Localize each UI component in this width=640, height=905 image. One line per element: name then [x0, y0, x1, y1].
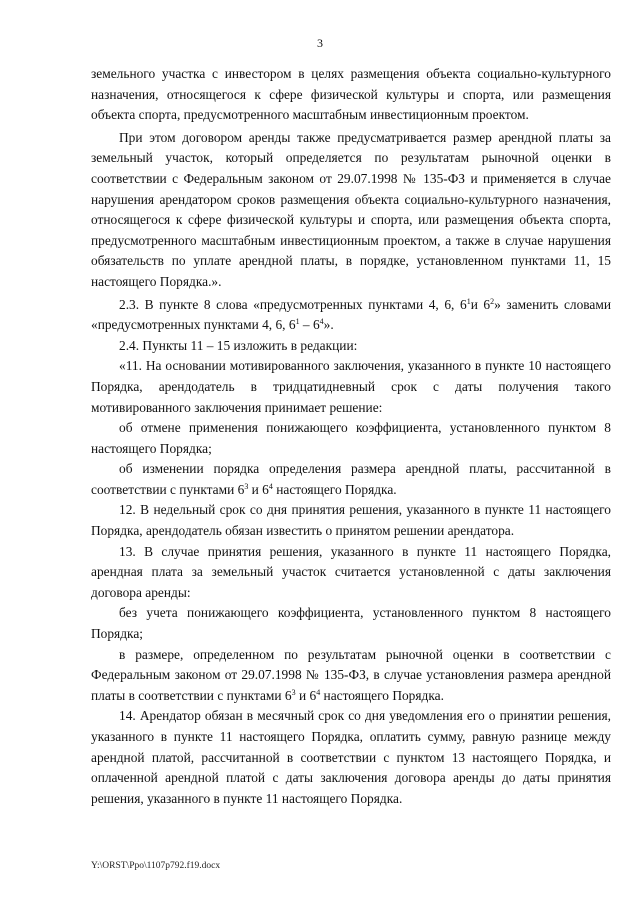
paragraph-item-13: 13. В случае принятия решения, указанного в пункте 11 настоящего Порядка, арендная плата за земельный участок считается установленной с даты заключения договора аренды:	[91, 543, 611, 600]
paragraph-lease-payment: При этом договором аренды также предусматривается размер арендной платы за земельный участок, который определяется по результатам рыночной оценки в соответствии с Федеральным законом от 29.07.1998 № 135-ФЗ и применяется в случае нарушения арендатором сроков размещения объекта социально-культурного назначения, относящегося к сфере физической культуры и спорта, или размещения объекта спорта, предусмотренного масштабным инвестиционным проектом, а также в случае нарушения обязательств по уплате арендной платы, в порядке, установленном пунктами 11, 15 настоящего Порядка.».	[91, 129, 611, 289]
text-run: 2.3. В пункте 8 слова «предусмотренных пунктами 4, 6, 6	[119, 296, 467, 312]
text-run: ».	[323, 317, 334, 333]
text-run: настоящего Порядка.	[272, 481, 397, 497]
paragraph-item-11: «11. На основании мотивированного заключения, указанного в пункте 10 настоящего Порядка, арендодатель в тридцатидневный срок с даты получения такого мотивированного заключения принимает решение:	[91, 358, 611, 415]
superscript: 4	[319, 317, 324, 327]
text-run: » заменить словами «предусмотренных пунктами 4, 6, 6	[91, 296, 611, 333]
text-run: в размере, определенном по результатам рыночной оценки в соответствии с Федеральным законом от 29.07.1998 № 135-ФЗ, в случае установления размера арендной платы в соответствии с пунктами 6	[91, 646, 611, 703]
paragraph-item-13-option-2	[91, 645, 611, 707]
text-run: настоящего Порядка.	[320, 687, 444, 703]
paragraph-item-14: 14. Арендатор обязан в месячный срок со дня уведомления его о принятии решения, указанного в пункте 11 настоящего Порядка, оплатить сумму, равную разнице между арендной платой, рассчитанной в соответствии с пунктом 13 настоящего Порядка, и оплаченной арендной платой с даты заключения договора аренды до даты принятия решения, указанного в пункте 11 настоящего Порядка.	[91, 708, 611, 806]
text-run: об изменении порядка определения размера арендной платы, рассчитанной в соответствии с пунктами 6	[91, 461, 611, 497]
superscript: 4	[268, 481, 273, 491]
paragraph-item-13-option-1: без учета понижающего коэффициента, установленного пунктом 8 настоящего Порядка;	[91, 605, 611, 642]
superscript: 2	[490, 296, 495, 306]
paragraph-item-11-option-1: об отмене применения понижающего коэффициента, установленного пунктом 8 настоящего Порядка;	[91, 420, 611, 456]
superscript: 1	[295, 317, 300, 327]
paragraph-2-4: 2.4. Пункты 11 – 15 изложить в редакции:	[119, 337, 358, 353]
paragraph-continuation: земельного участка с инвестором в целях размещения объекта социально-культурного назначения, относящегося к сфере физической культуры и спорта, или размещения объекта спорта, предусмотренного масштабным инвестиционным проектом.	[91, 66, 611, 123]
footer-file-path: Y:\ORST\Ppo\1107p792.f19.docx	[91, 861, 221, 871]
superscript: 3	[291, 687, 296, 697]
text-run: и 6	[295, 687, 317, 703]
paragraph-item-11-option-2	[91, 459, 611, 500]
text-run: и 6	[470, 296, 491, 312]
superscript: 4	[316, 687, 321, 697]
superscript: 1	[466, 296, 471, 306]
page-number: 3	[317, 36, 323, 50]
paragraph-item-12: 12. В недельный срок со дня принятия решения, указанного в пункте 11 настоящего Порядка, арендодатель обязан известить о принятом решении арендатора.	[91, 502, 611, 539]
document-body	[91, 64, 611, 809]
text-run: и 6	[248, 481, 269, 497]
superscript: 3	[244, 481, 249, 491]
paragraph-2-3	[91, 295, 611, 336]
text-run: – 6	[299, 317, 320, 333]
